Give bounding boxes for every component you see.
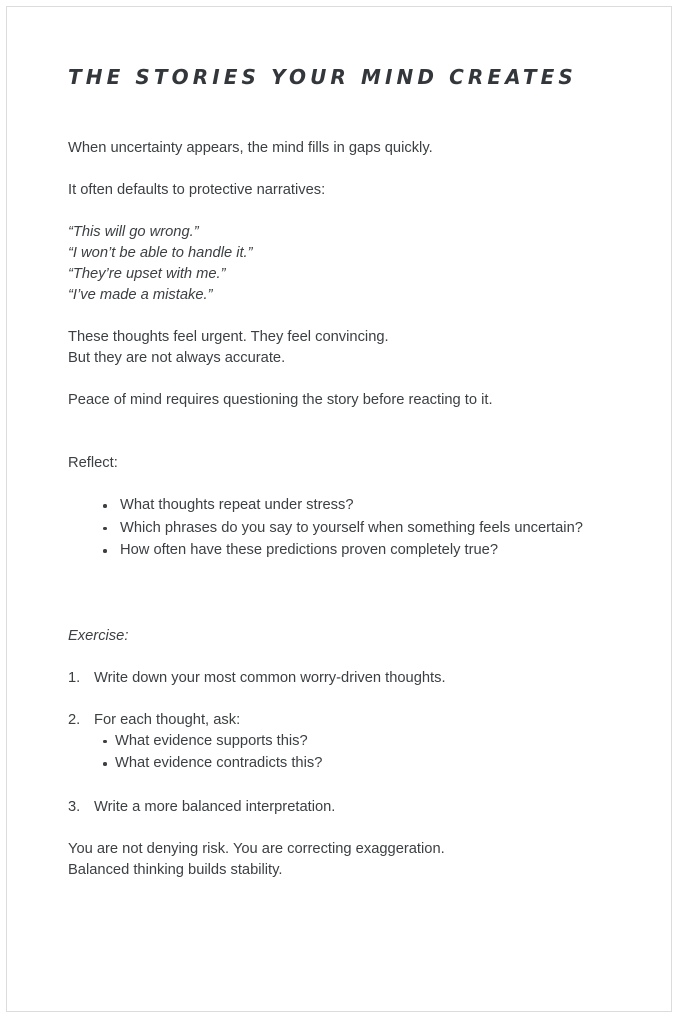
numbered-item-3 xyxy=(68,797,658,818)
document-page xyxy=(6,6,672,1012)
middle-line-3: Peace of mind requires questioning the story before reacting to it. xyxy=(68,392,493,408)
middle-line-2: But they are not always accurate. xyxy=(68,350,286,366)
exercise-heading: Exercise: xyxy=(68,627,129,644)
item-number: 3. xyxy=(68,798,81,815)
item-number: 2. xyxy=(68,711,81,728)
list-item: What evidence contradicts this? xyxy=(68,753,658,775)
item-text: Write a more balanced interpretation. xyxy=(94,798,336,815)
spacer xyxy=(68,474,658,495)
spacer xyxy=(68,159,658,180)
spacer xyxy=(68,689,658,710)
list-item: What evidence supports this? xyxy=(68,731,658,753)
list-item: How often have these predictions proven completely true? xyxy=(68,540,658,562)
spacer xyxy=(68,89,658,138)
document-content xyxy=(68,7,658,881)
page-title: THE STORIES YOUR MIND CREATES xyxy=(68,65,577,89)
item-number: 1. xyxy=(68,669,81,686)
quote-line: “I’ve made a mistake.” xyxy=(68,287,213,303)
spacer xyxy=(68,647,658,668)
reflect-list xyxy=(68,495,658,562)
intro-line-2: It often defaults to protective narratives: xyxy=(68,182,326,198)
intro-line-1: When uncertainty appears, the mind fills in gaps quickly. xyxy=(68,140,433,156)
closing-line-2: Balanced thinking builds stability. xyxy=(68,861,283,878)
closing-line-1: You are not denying risk. You are correcting exaggeration. xyxy=(68,840,445,857)
quote-line: “They’re upset with me.” xyxy=(68,266,226,282)
spacer xyxy=(68,776,658,797)
quote-line: “I won’t be able to handle it.” xyxy=(68,245,253,261)
quote-block xyxy=(68,222,658,306)
list-item: What thoughts repeat under stress? xyxy=(68,495,658,517)
spacer xyxy=(68,306,658,327)
exercise-sublist xyxy=(68,731,658,775)
item-text: Write down your most common worry-driven thoughts. xyxy=(94,669,446,686)
spacer xyxy=(68,201,658,222)
middle-line-1: These thoughts feel urgent. They feel convincing. xyxy=(68,329,389,345)
exercise-list xyxy=(68,668,658,818)
reflect-heading: Reflect: xyxy=(68,455,118,471)
spacer xyxy=(68,818,658,839)
item-text: For each thought, ask: xyxy=(94,711,241,728)
spacer xyxy=(68,369,658,390)
spacer xyxy=(68,411,658,453)
numbered-item-2 xyxy=(68,710,658,731)
list-item: Which phrases do you say to yourself when something feels uncertain? xyxy=(68,518,658,540)
spacer xyxy=(68,563,658,626)
quote-line: “This will go wrong.” xyxy=(68,224,199,240)
numbered-item-1 xyxy=(68,668,658,689)
